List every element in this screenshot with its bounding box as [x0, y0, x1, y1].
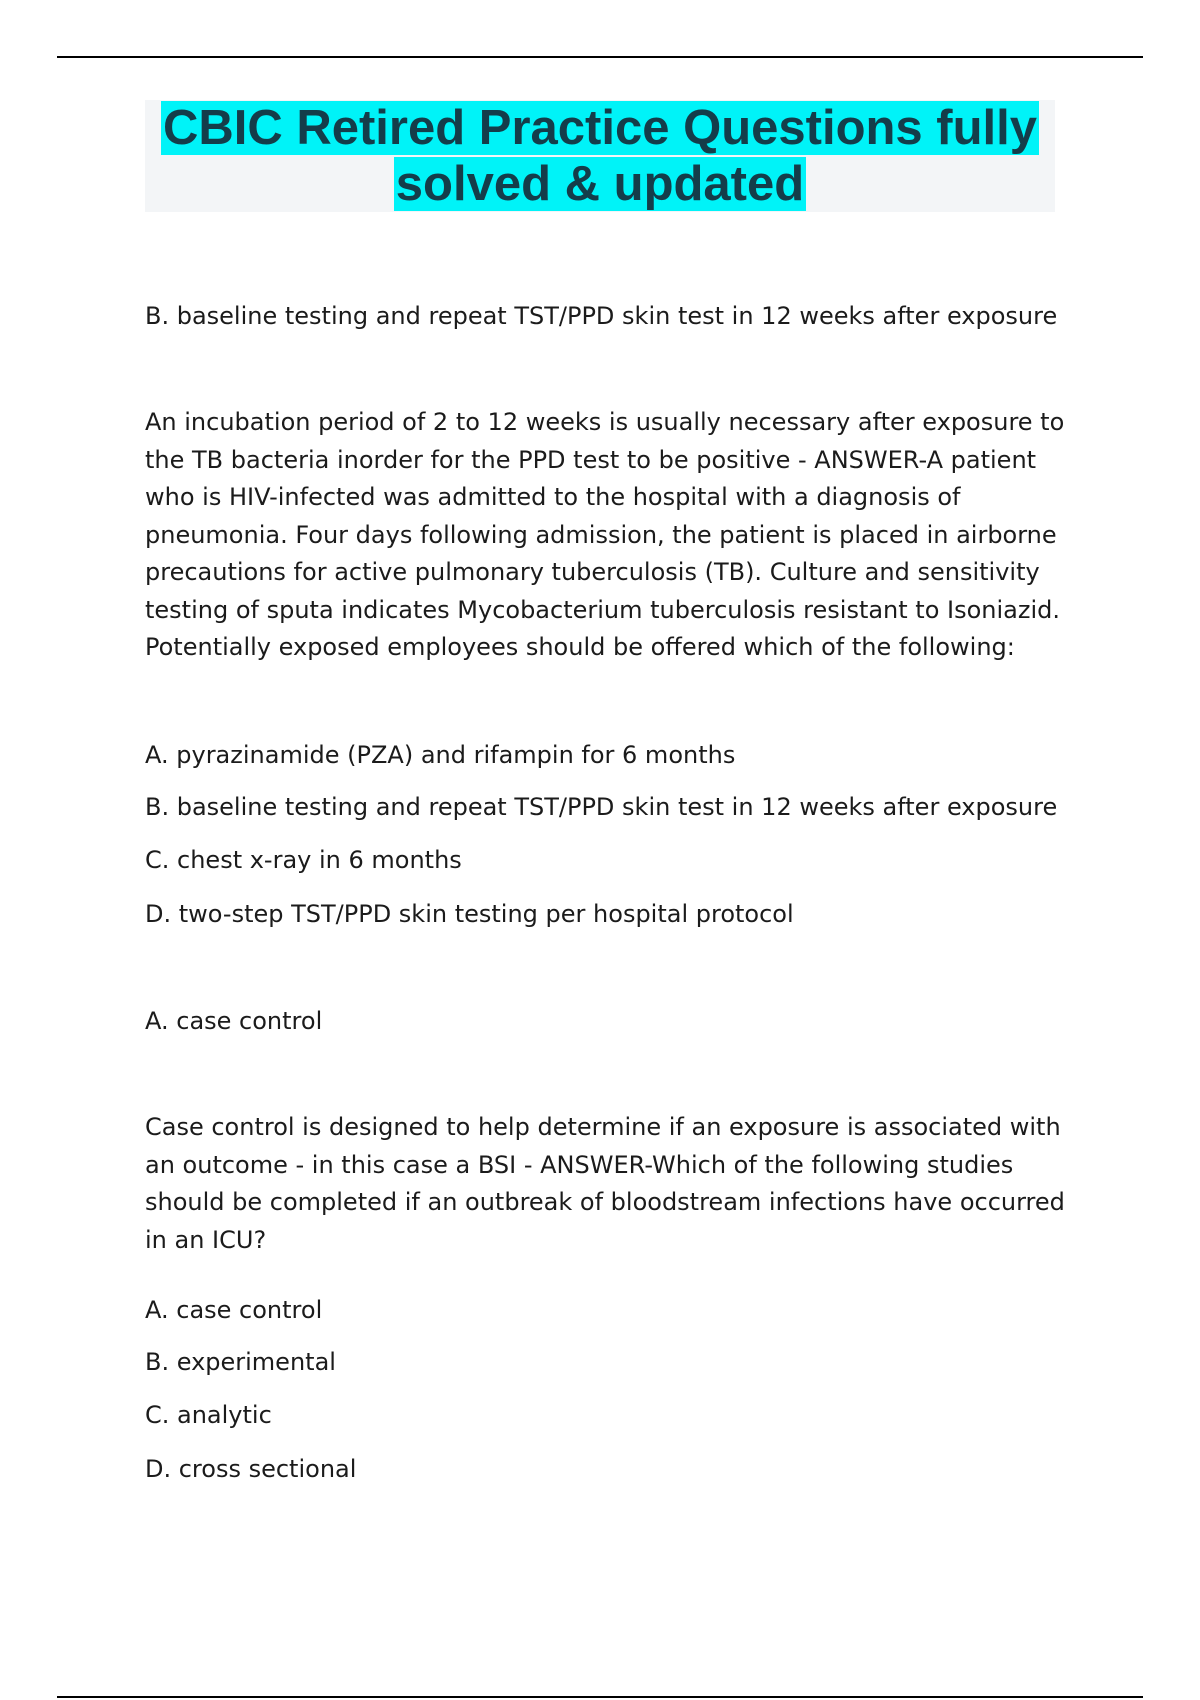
option-2b: B. experimental	[145, 1348, 336, 1376]
option-2c: C. analytic	[145, 1401, 272, 1429]
top-divider	[57, 56, 1143, 58]
title-box	[145, 100, 1055, 212]
explanation-question-1: An incubation period of 2 to 12 weeks is usually necessary after exposure to the TB bacteria inorder for the PPD test to be positive - ANSWER-A patient who is HIV-infected was admitted to the hospital with a diagnosis of pneumonia. Four days following admission, the patient is placed in airborne precautions for active pulmonary tuberculosis (TB). Culture and sensitivity testing of sputa indicates Mycobacterium tuberculosis resistant to Isoniazid. Potentially exposed employees should be offered which of the following:	[145, 408, 1065, 661]
title-line-1: CBIC Retired Practice Questions fully	[162, 101, 1038, 155]
option-2a: A. case control	[145, 1296, 323, 1324]
option-2d: D. cross sectional	[145, 1455, 357, 1483]
option-1b: B. baseline testing and repeat TST/PPD skin test in 12 weeks after exposure	[145, 793, 1058, 821]
option-1d: D. two-step TST/PPD skin testing per hospital protocol	[145, 900, 794, 928]
page-title	[145, 100, 1055, 212]
option-1c: C. chest x-ray in 6 months	[145, 846, 462, 874]
title-line-2: solved & updated	[395, 157, 805, 211]
bottom-divider	[57, 1696, 1143, 1698]
answer-2: A. case control	[145, 1007, 323, 1035]
option-1a: A. pyrazinamide (PZA) and rifampin for 6 months	[145, 741, 736, 769]
explanation-question-2: Case control is designed to help determine if an exposure is associated with an outcome - in this case a BSI - ANSWER-Which of the following studies should be completed if an outbreak of bloodstream infections have occurred in an ICU?	[145, 1113, 1065, 1254]
answer-1: B. baseline testing and repeat TST/PPD skin test in 12 weeks after exposure	[145, 302, 1058, 330]
